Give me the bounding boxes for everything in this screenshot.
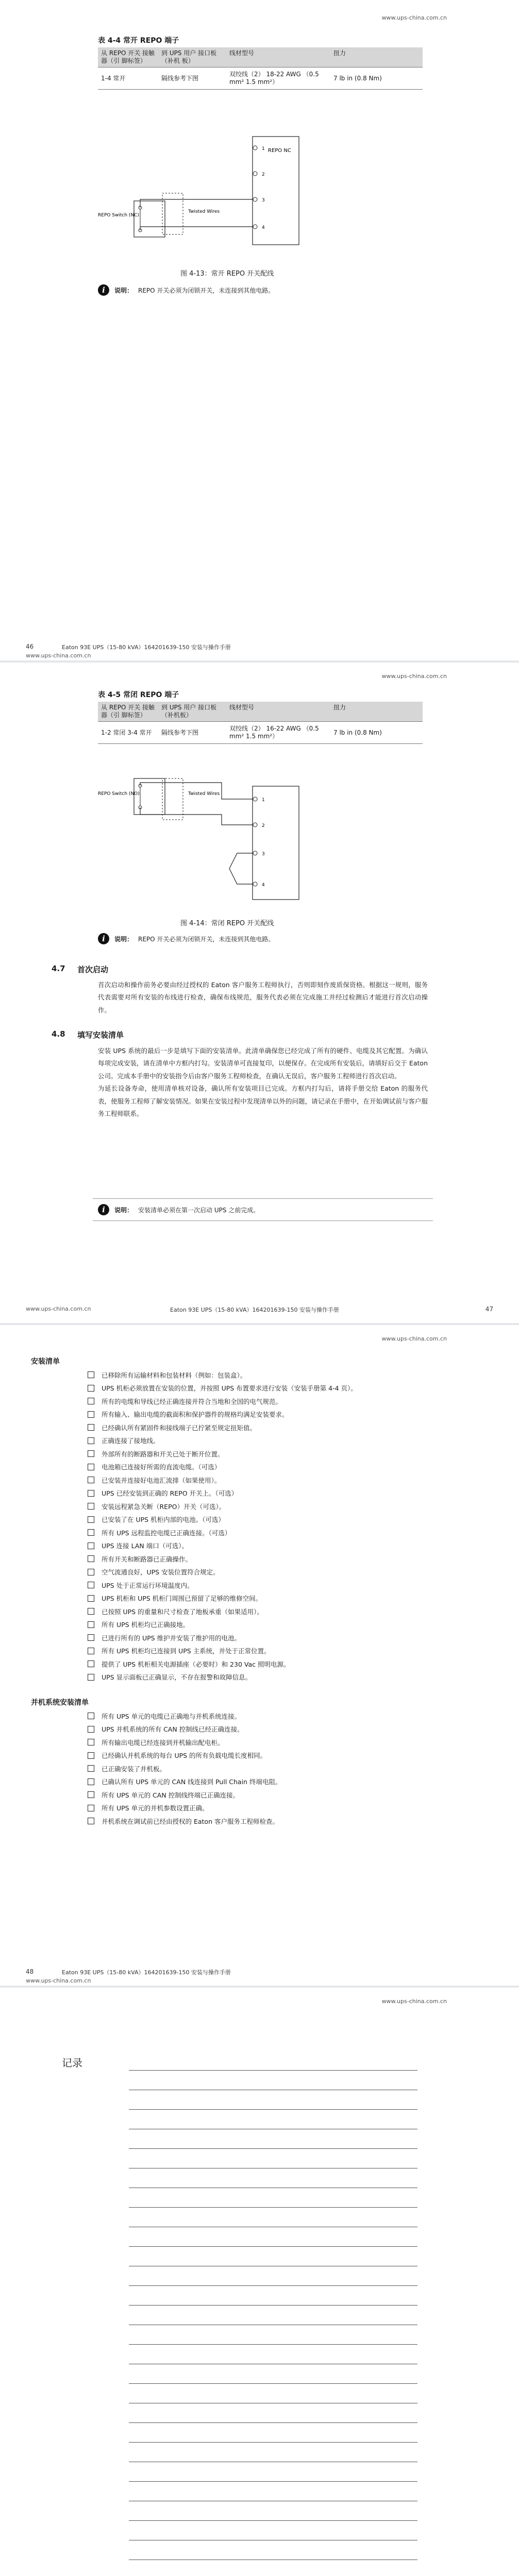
info-icon: i [98,933,109,944]
table-cell: 隔线参考下图 [158,67,226,90]
checkbox[interactable] [88,1385,94,1392]
pin-number: 3 [262,198,265,203]
checklist-item-text: 已确认所有 UPS 单元的 CAN 线连接到 Pull Chain 终端电阻。 [102,1778,282,1786]
checkbox[interactable] [88,1464,94,1470]
checkbox[interactable] [88,1555,94,1562]
site-url[interactable]: www.ups-china.com.cn [26,652,91,659]
pin-4 [253,882,265,888]
checklist-item [88,1552,357,1566]
record-line[interactable] [129,2070,417,2071]
figure-caption: 图 4-13：常开 REPO 开关配线 [180,270,274,278]
pin-1 [253,797,265,803]
page-number: 47 [485,1306,493,1313]
checkbox[interactable] [88,1503,94,1510]
checklist-item [88,1513,357,1527]
checkbox[interactable] [88,1371,94,1378]
table-cell: 隔线参考下图 [158,722,226,744]
record-line[interactable] [129,2109,417,2110]
checklist-item [88,1762,281,1775]
checklist-item [88,1618,357,1632]
repo-nc-wiring-diagram [98,111,340,265]
checklist-item-text: UPS 显示面板已正确显示，不存在报警和故障信息。 [102,1673,252,1682]
col-header: 线材型号 [226,702,330,722]
checkbox[interactable] [88,1621,94,1628]
col-header: 从 REPO 开关 接触器（引 脚标签） [98,47,158,67]
section-paragraph: 首次启动和操作前务必要由经过授权的 Eaton 客户服务工程师执行，否则即刻作废质保资格。根据这一规则，服务代表需要对所有安装的布线进行检查，确保布线规范，服务代表必须在完成施工并经过检测后才能进行首次启动操作。 [98,981,428,1014]
checklist-item [88,1487,357,1500]
checklist-item-text: 已安装了在 UPS 机柜内部的电池。（可选） [102,1516,225,1524]
checklist-item-text: 安装远程紧急关断（REPO）开关（可选）。 [102,1502,226,1511]
checklist-item-text: 已正确安装了并机板。 [102,1765,166,1773]
checklist-item-text: 已安装并连接好电池汇流排（如果使用）。 [102,1476,221,1484]
col-header: 从 REPO 开关 接触器（引 脚标签） [98,702,158,722]
checklist-item [88,1434,357,1448]
checklist-item-text: 提供了 UPS 机柜相关电源插座（必要时）和 230 Vac 照明电源。 [102,1660,290,1668]
col-header: 扭力 [330,47,423,67]
page-4 [0,1988,519,2576]
checklist-item [88,1775,281,1789]
checklist-item-text: 已进行所有的 UPS 维护并安装了维护用的电池。 [102,1634,241,1642]
checklist-item-text: 所有开关和断路器已正确操作。 [102,1555,192,1563]
checkbox[interactable] [88,1411,94,1418]
checklist-item [88,1526,357,1539]
record-line[interactable] [129,2520,417,2521]
checkbox[interactable] [88,1765,94,1772]
checklist-item [88,1579,357,1592]
pin-number: 4 [262,225,265,230]
parallel-checklist [88,1709,281,1828]
checklist-item-text: UPS 已经安装到正确的 REPO 开关上。（可选） [102,1489,238,1498]
checklist-item [88,1709,281,1723]
page-number: 46 [26,643,34,650]
checklist-item-text: UPS 机柜和 UPS 机柜门周围已预留了足够的维修空间。 [102,1595,262,1603]
record-line[interactable] [129,2305,417,2306]
checkbox[interactable] [88,1674,94,1681]
checklist-item-text: 所有输出电缆已经连接到并机输出配电柜。 [102,1738,224,1747]
checkbox[interactable] [88,1791,94,1798]
wire [140,199,253,208]
checklist-item-text: 所有的电缆和导线已经正确连接并符合当地和全国的电气规范。 [102,1397,282,1405]
pin-number: 1 [262,798,265,803]
checklist-item-text: 电池箱已连接好所需的直流电缆。（可选） [102,1463,221,1471]
checklist-item [88,1723,281,1736]
record-line[interactable] [129,2442,417,2443]
checklist-item-text: 所有 UPS 单元的并机参数设置正确。 [102,1804,209,1812]
checklist-item-text: 所有 UPS 单元的电缆已正确地与并机系统连接。 [102,1712,241,1720]
note [98,284,274,296]
checklist-item [88,1500,357,1513]
switch-label: REPO Switch (NO) [98,791,140,796]
checkbox[interactable] [88,1516,94,1523]
checklist-item [88,1539,357,1553]
installation-checklist [88,1368,357,1684]
page-3 [0,1325,519,1986]
checklist-item [88,1605,357,1618]
checkbox[interactable] [88,1490,94,1497]
col-header: 到 UPS 用户 接口板（补机 板） [158,47,226,67]
checklist-item [88,1802,281,1815]
checkbox[interactable] [88,1805,94,1811]
checklist-item-text: 已经确认所有紧固件和接线端子已拧紧至规定扭矩值。 [102,1423,257,1432]
pin-number: 2 [262,172,265,177]
site-url[interactable]: www.ups-china.com.cn [26,1977,91,1984]
table-cell: 双绞线（2） 18-22 AWG （0.5 mm² 1.5 mm²） [226,67,330,90]
checklist-item [88,1368,357,1382]
note-label: 说明： [114,286,133,294]
wire [140,227,253,230]
pin-4 [253,225,265,230]
checklist-item-text: UPS 机柜必须放置在安装的位置，并按照 UPS 布置要求进行安装（安装手册第 4-4 页）。 [102,1384,357,1393]
checklist-item-text: 已按照 UPS 的重量和尺寸检查了地板承重（如果适用）。 [102,1607,263,1616]
page-1 [0,0,519,660]
footer-text: Eaton 93E UPS（15-80 kVA）164201639-150 安装与操作手册 [170,1307,339,1313]
checkbox[interactable] [88,1595,94,1602]
checklist-item [88,1631,357,1645]
list-title: 安装清单 [31,1358,60,1366]
figure-caption: 图 4-14：常闭 REPO 开关配线 [180,920,274,927]
checklist-item [88,1788,281,1802]
checklist-item-text: 所有输入、输出电缆的截面积和保护器件的规格均满足安装要求。 [102,1411,289,1419]
section-paragraph: 安装 UPS 系统的最后一步是填写下面的安装清单。此清单确保您已经完成了所有的硬件、电缆及其它配置。为确认每项完成安装，请在清单中方框内打勾。安装清单可直接复印，以便保存。在完成所有安装后，请填好后交于 Eaton 公司。完成本手册中的安装指令后由客户服务工程师检查，在确认无误后，客户服务工程师进行首次启动。 为延长设备寿命，使用清单核对设备，确认所有安装项目已完成。方框内打勾后，请将手册交给 Eaton 的服务代表，使服务工程师了解安装情况。如果在安装过程中发现清单以外的问题，请记录在手册中，在开始调试前与客户服务工程师联系。 [98,1047,428,1117]
checkbox[interactable] [88,1818,94,1824]
checklist-item [88,1408,357,1421]
wire-label: Twisted Wires [188,791,220,796]
checkbox[interactable] [88,1726,94,1733]
checklist-item-text: 并机系统在调试前已经由授权的 Eaton 客户服务工程师检查。 [102,1817,279,1825]
note-label: 说明： [114,935,133,943]
checkbox[interactable] [88,1569,94,1575]
switch-label: REPO Switch (NC) [98,213,139,218]
note [93,1198,433,1221]
pin-number: 3 [262,852,265,857]
checklist-item-text: UPS 并机系统的所有 CAN 控制线已经正确连接。 [102,1725,244,1734]
wire [140,783,253,799]
footer-text: Eaton 93E UPS（15-80 kVA）164201639-150 安装与操作手册 [62,644,231,651]
site-url[interactable]: www.ups-china.com.cn [381,673,447,680]
checklist-item [88,1749,281,1762]
checkbox[interactable] [88,1713,94,1719]
repo-no-wiring-diagram [98,763,340,915]
checkbox[interactable] [88,1450,94,1457]
repo-switch-box [134,778,165,815]
repo-terminal-table [98,47,423,90]
checkbox[interactable] [88,1543,94,1549]
checkbox[interactable] [88,1529,94,1536]
info-icon: i [98,284,109,296]
checkbox[interactable] [88,1582,94,1588]
table-caption: 表 4-4 常开 REPO 端子 [98,37,179,45]
checklist-item [88,1566,357,1579]
checkbox[interactable] [88,1739,94,1745]
checklist-item [88,1657,357,1671]
record-line[interactable] [129,2285,417,2286]
pin-2 [253,172,265,177]
table-cell: 7 lb in (0.8 Nm) [330,722,423,744]
record-line[interactable] [129,2207,417,2208]
note-label: 说明： [114,1206,133,1214]
checklist-item-text: 所有 UPS 远程监控电缆已正确连接。（可选） [102,1529,231,1537]
checklist-item-text: UPS 处于正常运行环境温度内。 [102,1581,194,1589]
checklist-item-text: 所有 UPS 机柜均已连接到 UPS 主系统，并处于正常位置。 [102,1647,271,1655]
record-line[interactable] [129,2344,417,2345]
checklist-item [88,1645,357,1658]
checklist-item-text: 外部所有的断路器和开关已处于断开位置。 [102,1450,224,1458]
pin-3 [253,851,265,857]
checklist-item-text: 已移除所有运输材料和包装材料（例如：包装盒）。 [102,1371,247,1379]
checklist-item-text: UPS 连接 LAN 端口（可选）。 [102,1542,188,1550]
checkbox[interactable] [88,1660,94,1667]
pin-number: 1 [262,146,265,151]
page-2 [0,663,519,1323]
pin-number: 2 [262,823,265,828]
checklist-item [88,1592,357,1605]
record-line[interactable] [129,2246,417,2247]
checklist-item [88,1815,281,1828]
pin-2 [253,823,265,828]
pin-3 [253,197,265,203]
jumper [229,853,253,884]
checklist-item [88,1447,357,1461]
wire-label: Twisted Wires [188,209,220,214]
site-url[interactable]: www.ups-china.com.cn [381,1335,447,1342]
section-number: 4.8 [52,1029,65,1039]
table-cell: 双绞线（2） 16-22 AWG （0.5 mm² 1.5 mm²） [226,722,330,744]
checkbox[interactable] [88,1424,94,1431]
table-cell: 1-4 常开 [98,67,158,90]
wire [140,807,253,825]
repo-nc-terminal-table [98,702,423,744]
checkbox[interactable] [88,1778,94,1785]
record-line[interactable] [129,2148,417,2149]
checkbox[interactable] [88,1437,94,1444]
col-header: 线材型号 [226,47,330,67]
note [98,933,274,944]
checklist-item [88,1736,281,1749]
checklist-item-text: 空气流通良好，UPS 安装位置符合规定。 [102,1568,220,1577]
note-text: REPO 开关必须为闭锁开关，未连接到其他电路。 [138,935,275,943]
connector-block [253,786,299,900]
checkbox[interactable] [88,1648,94,1654]
pin-1 [253,146,265,151]
checklist-item-text: 所有 UPS 机柜均已正确接地。 [102,1621,190,1629]
record-title: 记录 [62,2057,82,2069]
note-text: 安装清单必须在第一次启动 UPS 之前完成。 [138,1206,260,1214]
record-line[interactable] [129,2481,417,2482]
checkbox[interactable] [88,1477,94,1483]
record-line[interactable] [129,2422,417,2423]
checklist-item-text: 所有 UPS 单元的 CAN 控制线终端已正确连接。 [102,1791,240,1799]
footer-text: Eaton 93E UPS（15-80 kVA）164201639-150 安装与操作手册 [62,1969,231,1976]
site-url[interactable]: www.ups-china.com.cn [381,14,447,21]
col-header: 扭力 [330,702,423,722]
record-line[interactable] [129,2383,417,2384]
checkbox[interactable] [88,1634,94,1641]
table-cell: 1-2 常闭 3-4 常开 [98,722,158,744]
checkbox[interactable] [88,1752,94,1759]
section-number: 4.7 [52,964,65,973]
checklist-item [88,1395,357,1408]
site-url[interactable]: www.ups-china.com.cn [26,1306,91,1312]
page-number: 48 [26,1968,34,1975]
pin-number: 4 [262,883,265,888]
list-title: 并机系统安装清单 [31,1699,89,1707]
checklist-item [88,1671,357,1684]
section-title: 填写安装清单 [77,1030,124,1040]
connector-label: REPO NC [268,148,291,154]
checklist-item [88,1382,357,1395]
checklist-item-text: 正确连接了接地线。 [102,1437,160,1445]
section-title: 首次启动 [77,965,109,974]
col-header: 到 UPS 用户 接口板（补机板） [158,702,226,722]
checkbox[interactable] [88,1608,94,1615]
checklist-item-text: 已经确认并机系统的每台 UPS 的所有负载电缆长度相同。 [102,1752,267,1760]
info-icon: i [98,1204,109,1215]
checklist-item [88,1461,357,1474]
site-url[interactable]: www.ups-china.com.cn [381,1998,447,2005]
checklist-item [88,1473,357,1487]
table-cell: 7 lb in (0.8 Nm) [330,67,423,90]
note-text: REPO 开关必须为闭锁开关，未连接到其他电路。 [138,286,275,294]
checkbox[interactable] [88,1398,94,1404]
table-caption: 表 4-5 常闭 REPO 端子 [98,691,179,699]
checklist-item [88,1421,357,1434]
repo-switch-box [134,201,165,237]
